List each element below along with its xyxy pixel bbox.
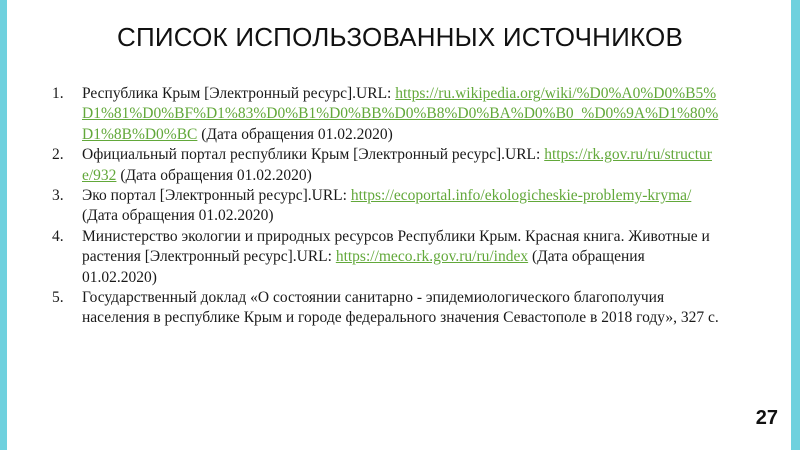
page-number: 27 [755, 407, 778, 429]
reference-text: Государственный доклад «О состоянии санитарно - эпидемиологического благополучия населения в республике Крым и городе федерального значения Севастополе в 2018 году», 327 с. [82, 289, 719, 327]
reference-date: (Дата обращения 01.02.2020) [82, 207, 274, 225]
slide-title: СПИСОК ИСПОЛЬЗОВАННЫХ ИСТОЧНИКОВ [116, 22, 684, 52]
reference-text: Министерство экологии и природных ресурсов Республики Крым. Красная книга. Животные и растения [Электронный ресурс].URL: [82, 227, 710, 266]
reference-number: 2. [52, 146, 64, 164]
reference-number: 4. [52, 227, 64, 245]
left-accent-band [0, 0, 7, 450]
reference-date: (Дата обращения 01.02.2020) [116, 166, 312, 184]
reference-text: Республика Крым [Электронный ресурс].URL: [82, 85, 396, 102]
reference-item [52, 186, 720, 227]
reference-link[interactable]: https://rk.gov.ru/ru/structure/932 [82, 146, 712, 184]
reference-number: 3. [52, 187, 64, 205]
reference-item [52, 145, 720, 186]
reference-item [52, 288, 720, 329]
reference-list [52, 84, 720, 329]
reference-text: Официальный портал республики Крым [Электронный ресурс].URL: [82, 146, 545, 164]
right-accent-band [791, 0, 800, 450]
reference-number: 5. [52, 289, 64, 307]
reference-link[interactable]: https://ru.wikipedia.org/wiki/%D0%A0%D0%B5%D1%81%D0%BF%D1%83%D0%B1%D0%BB%D0%B8%D0%BA%D0%B0_%D0%9A%D1%80%D1%8B%D0%BC [82, 85, 719, 143]
reference-number: 1. [52, 85, 64, 102]
reference-item [52, 227, 720, 288]
reference-date: (Дата обращения 01.02.2020) [197, 125, 393, 143]
reference-item [52, 84, 720, 145]
reference-link[interactable]: https://ecoportal.info/ekologicheskie-problemy-kryma/ [350, 187, 692, 205]
reference-date: (Дата обращения 01.02.2020) [82, 248, 645, 286]
reference-text: Эко портал [Электронный ресурс].URL: [82, 187, 351, 205]
reference-link[interactable]: https://meco.rk.gov.ru/ru/index [335, 248, 529, 266]
